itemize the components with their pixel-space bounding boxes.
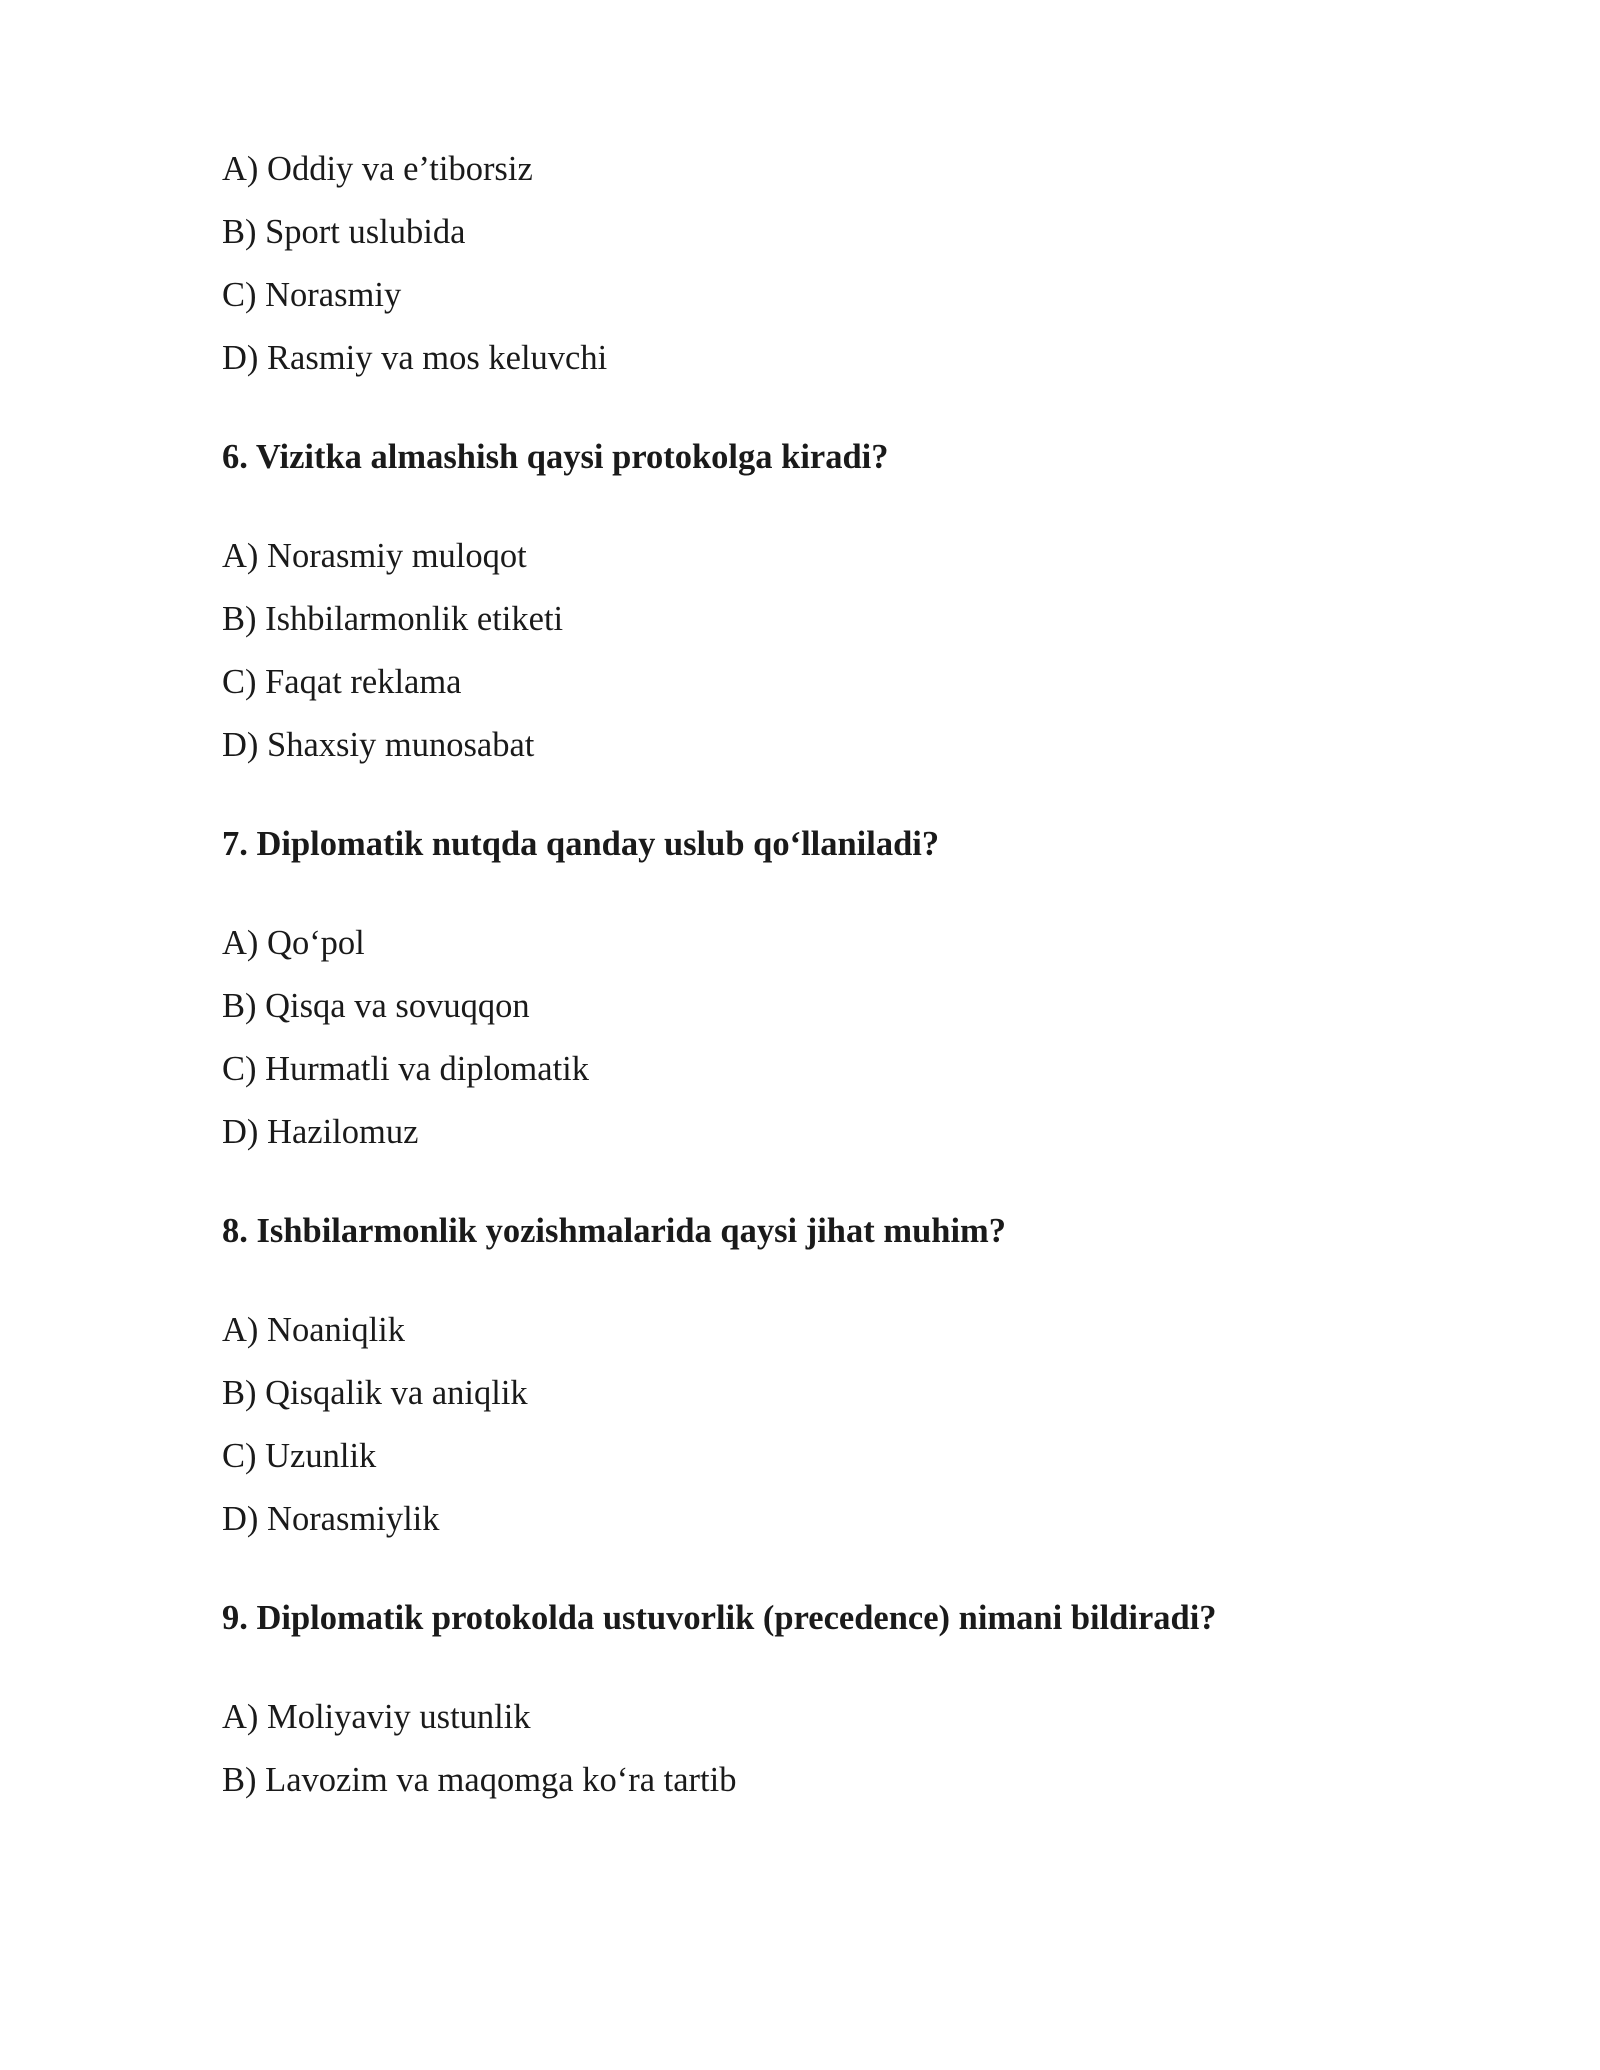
answer-option: C) Hurmatli va diplomatik: [222, 1050, 589, 1088]
answer-option: B) Sport uslubida: [222, 213, 466, 251]
question-8: 8. Ishbilarmonlik yozishmalarida qaysi jihat muhim?: [222, 1212, 1007, 1250]
answer-option: B) Qisqa va sovuqqon: [222, 987, 530, 1025]
answer-option: A) Moliyaviy ustunlik: [222, 1698, 531, 1736]
answer-option: D) Norasmiylik: [222, 1500, 440, 1538]
answer-option: A) Norasmiy muloqot: [222, 537, 527, 575]
answer-option: A) Noaniqlik: [222, 1311, 406, 1349]
answer-option: D) Shaxsiy munosabat: [222, 726, 535, 764]
question-7: 7. Diplomatik nutqda qanday uslub qo‘llaniladi?: [222, 825, 940, 863]
answer-option: A) Qo‘pol: [222, 924, 365, 962]
answer-option: C) Norasmiy: [222, 276, 402, 314]
answer-option: C) Uzunlik: [222, 1437, 377, 1475]
answer-option: A) Oddiy va e’tiborsiz: [222, 150, 533, 188]
answer-option: D) Hazilomuz: [222, 1113, 419, 1151]
answer-option: B) Qisqalik va aniqlik: [222, 1374, 528, 1412]
answer-option: B) Ishbilarmonlik etiketi: [222, 600, 564, 638]
answer-option: C) Faqat reklama: [222, 663, 462, 701]
question-9: 9. Diplomatik protokolda ustuvorlik (precedence) nimani bildiradi?: [222, 1599, 1217, 1637]
question-6: 6. Vizitka almashish qaysi protokolga kiradi?: [222, 438, 889, 476]
answer-option: B) Lavozim va maqomga ko‘ra tartib: [222, 1761, 737, 1799]
answer-option: D) Rasmiy va mos keluvchi: [222, 339, 608, 377]
